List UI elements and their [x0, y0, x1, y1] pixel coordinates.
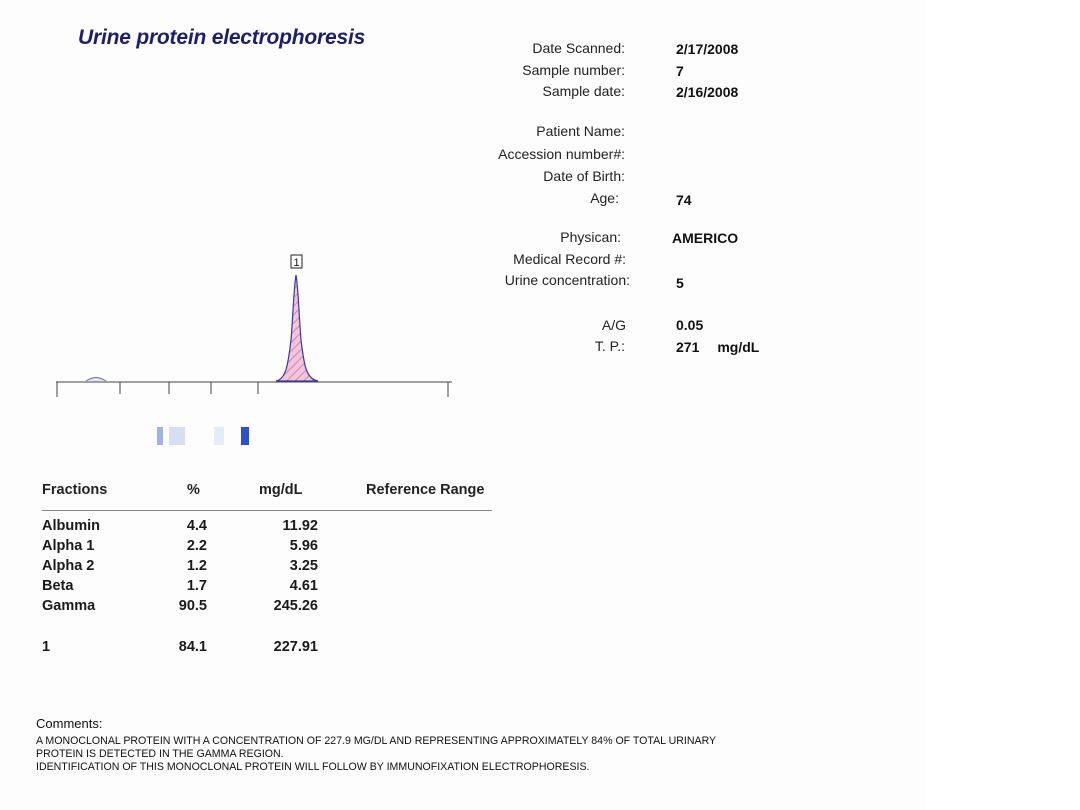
- report-title: Urine protein electrophoresis: [78, 26, 366, 49]
- tp-unit: mg/dL: [717, 339, 760, 355]
- gel-band: [157, 427, 163, 445]
- tp-label: T. P.:: [594, 338, 625, 354]
- fraction-mgdl: 3.25: [289, 558, 318, 574]
- peak-mgdl: 227.91: [273, 639, 318, 655]
- comment-line: A MONOCLONAL PROTEIN WITH A CONCENTRATION OF 227.9 MG/DL AND REPRESENTING APPROXIMATELY 84% OF TOTAL URINARY: [36, 735, 717, 747]
- peak-name: 1: [42, 639, 51, 655]
- gel-band: [169, 427, 185, 445]
- fraction-name: Alpha 2: [42, 558, 95, 574]
- fraction-percent: 4.4: [186, 518, 207, 534]
- dob-label: Date of Birth:: [543, 168, 625, 184]
- fraction-mgdl: 4.61: [289, 578, 318, 594]
- urine-conc-label: Urine concentration:: [504, 272, 630, 288]
- col-fractions: Fractions: [42, 482, 108, 498]
- gel-band-monoclonal: [241, 427, 249, 445]
- fraction-name: Beta: [42, 578, 74, 594]
- albumin-bump: [86, 378, 106, 382]
- sample-date-label: Sample date:: [542, 83, 625, 99]
- date-scanned-value: 2/17/2008: [676, 41, 739, 57]
- sample-number-label: Sample number:: [522, 62, 625, 78]
- accession-label: Accession number#:: [498, 146, 625, 162]
- mrn-label: Medical Record #:: [513, 251, 626, 267]
- ag-value: 0.05: [676, 317, 704, 333]
- fraction-mgdl: 5.96: [289, 538, 318, 554]
- table-header-rule: [42, 510, 492, 511]
- monoclonal-peak: [276, 275, 318, 381]
- densitometry-scan: [40, 245, 460, 405]
- sample-number-value: 7: [676, 63, 684, 79]
- physician-label: Physican:: [560, 229, 621, 245]
- tp-value-group: [676, 339, 759, 355]
- patient-name-label: Patient Name:: [536, 123, 625, 139]
- physician-value: AMERICO: [672, 230, 739, 246]
- fraction-name: Albumin: [42, 518, 100, 534]
- age-label: Age:: [590, 190, 619, 206]
- col-reference-range: Reference Range: [366, 482, 485, 498]
- fraction-percent: 1.7: [186, 578, 207, 594]
- gel-band: [214, 427, 224, 445]
- sample-date-value: 2/16/2008: [676, 84, 739, 100]
- col-mgdl: mg/dL: [259, 482, 303, 498]
- fraction-percent: 2.2: [186, 538, 207, 554]
- urine-conc-value: 5: [676, 275, 684, 291]
- fraction-percent: 1.2: [186, 558, 207, 574]
- age-value: 74: [676, 192, 692, 208]
- fraction-percent: 90.5: [178, 598, 207, 614]
- comments-section: [36, 716, 896, 774]
- comment-line: PROTEIN IS DETECTED IN THE GAMMA REGION.: [36, 748, 284, 760]
- tp-value: 271: [676, 339, 700, 355]
- fraction-mgdl: 245.26: [273, 598, 318, 614]
- ag-label: A/G: [601, 317, 626, 333]
- date-scanned-label: Date Scanned:: [532, 40, 625, 56]
- fraction-name: Alpha 1: [42, 538, 95, 554]
- col-percent: %: [187, 482, 200, 498]
- fraction-name: Gamma: [42, 598, 96, 614]
- comments-heading: Comments:: [36, 716, 103, 731]
- comment-line: IDENTIFICATION OF THIS MONOCLONAL PROTEIN WILL FOLLOW BY IMMUNOFIXATION ELECTROPHORESIS.: [36, 761, 590, 773]
- fraction-mgdl: 11.92: [282, 518, 318, 534]
- peak-marker-label: 1: [293, 257, 300, 269]
- peak-percent: 84.1: [178, 639, 207, 655]
